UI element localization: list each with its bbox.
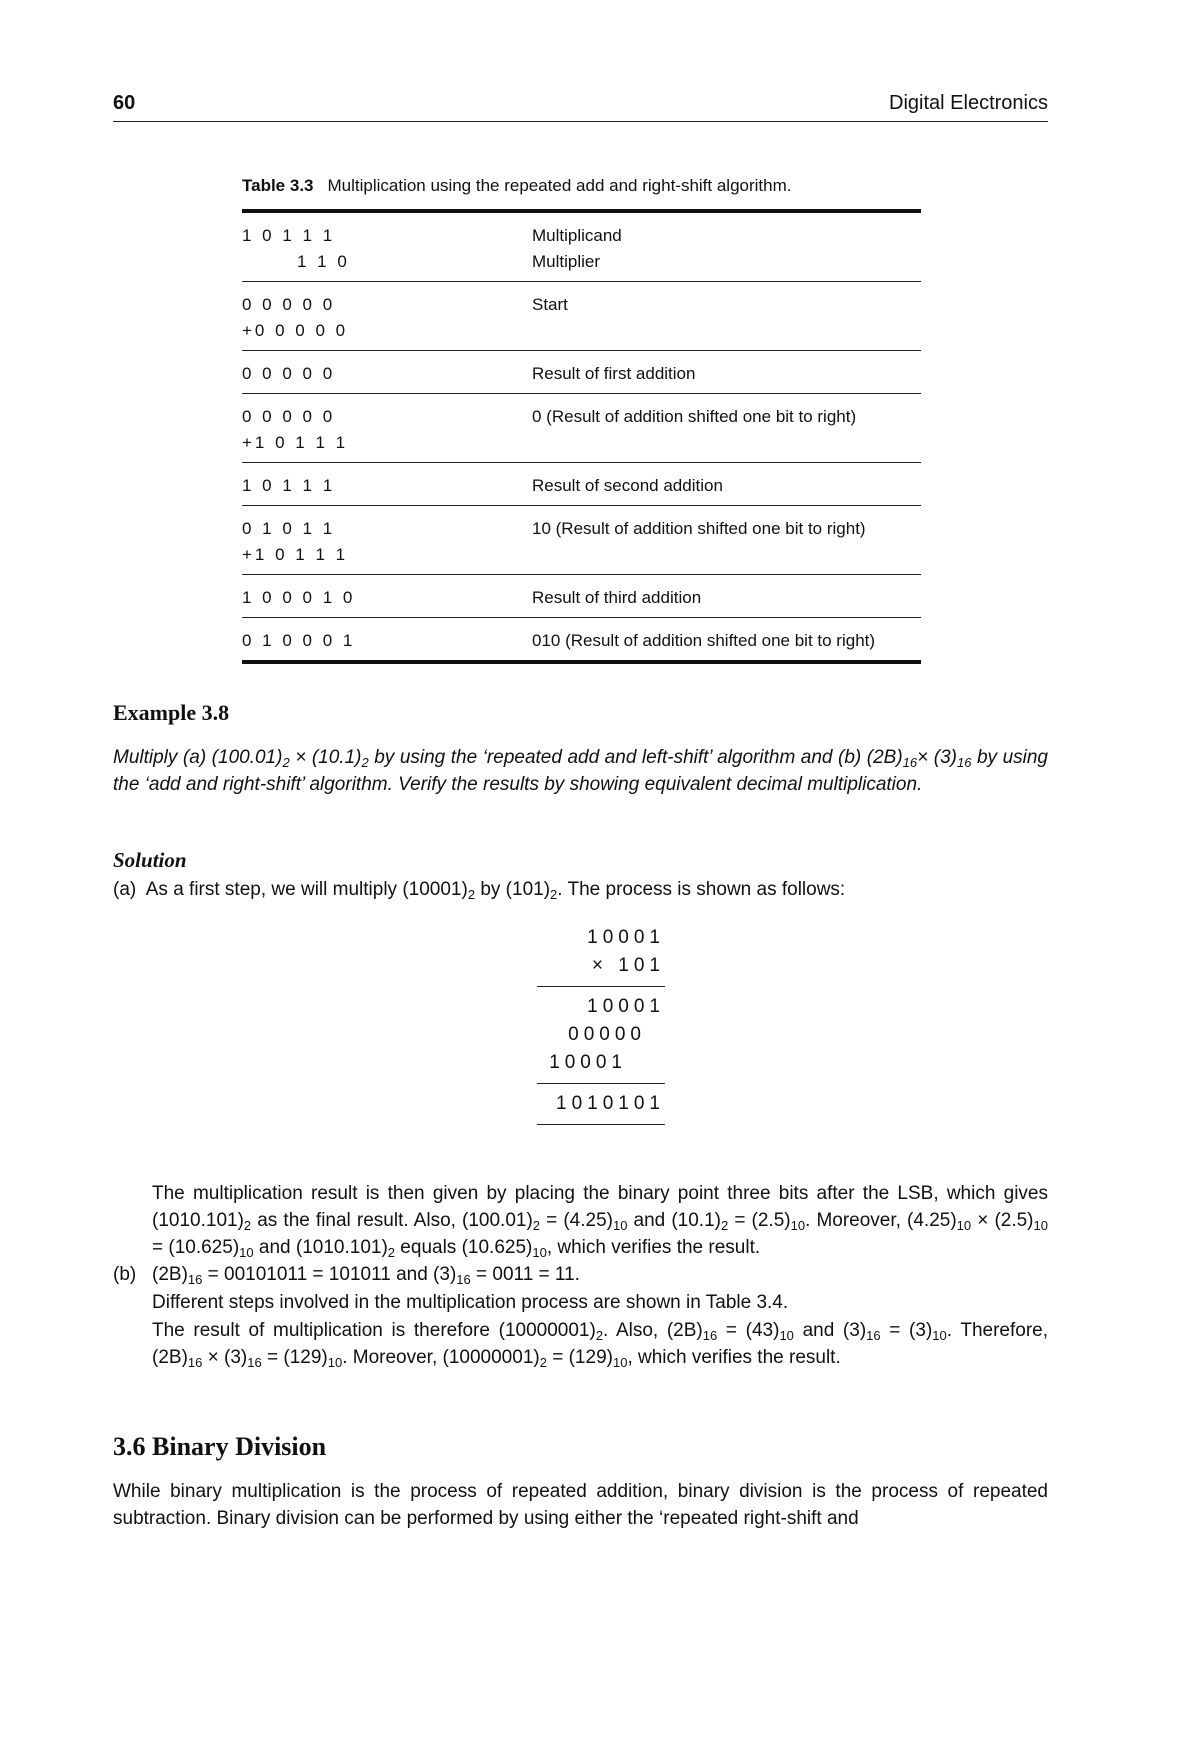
description-line [532, 430, 921, 456]
table-row [242, 351, 921, 393]
table-caption-text: Multiplication using the repeated add and right-shift algorithm. [327, 176, 792, 195]
part-b-label: (b) [113, 1264, 137, 1285]
description-line: 010 (Result of addition shifted one bit to right) [532, 631, 876, 650]
work-multiplicand: 10001 [587, 927, 665, 948]
table-cell-bits [242, 628, 532, 654]
bits-line: 1 0 1 1 1 [242, 476, 336, 495]
table-cell-description [532, 585, 921, 611]
solution-heading: Solution [113, 848, 187, 872]
description-line: 10 (Result of addition shifted one bit to right) [532, 519, 866, 538]
work-rule [537, 1124, 665, 1125]
section-paragraph: While binary multiplication is the process of repeated addition, binary division is the process of repeated subtraction. Binary division can be performed by using either the ‘repeated right-shift and [113, 1481, 1048, 1529]
part-b-steps-text: Different steps involved in the multiplication process are shown in Table 3.4. [152, 1292, 789, 1313]
description-line: 0 (Result of addition shifted one bit to right) [532, 407, 857, 426]
running-head-title: Digital Electronics [889, 92, 1048, 114]
table-row [242, 213, 921, 281]
table-cell-description [532, 361, 921, 387]
description-line: Result of first addition [532, 364, 696, 383]
table-row [242, 282, 921, 350]
table-cell-description [532, 292, 921, 344]
table-cell-bits [242, 404, 532, 456]
description-line: Start [532, 295, 568, 314]
bits-line: 0 1 0 1 1 [242, 519, 336, 538]
description-line: Result of second addition [532, 476, 723, 495]
work-result: 1010101 [556, 1093, 665, 1114]
work-partial-2: 00000 [568, 1024, 646, 1045]
table-row [242, 463, 921, 505]
section-title: 3.6 Binary Division [113, 1432, 327, 1461]
description-line: Multiplicand [532, 226, 622, 245]
bits-line: +1 0 1 1 1 [242, 545, 349, 564]
table-cell-description [532, 223, 921, 275]
table-cell-bits [242, 223, 532, 275]
work-rule [537, 986, 665, 987]
page-number: 60 [113, 92, 136, 114]
example-statement: Multiply (a) $(100.01)_2 \times (10.1)_2$ by using the ‘repeated add and left-shift’ algorithm and (b) $(2B)_{16}\times (3)_{16}$ by using the ‘add and right-shift’ algorithm. Verify the results by showing equivalent decimal multiplication. [113, 747, 1048, 795]
bits-line: +1 0 1 1 1 [242, 433, 349, 452]
table-cell-bits [242, 516, 532, 568]
bits-line: 0 0 0 0 0 [242, 407, 336, 426]
table-cell-description [532, 516, 921, 568]
description-line [532, 318, 921, 344]
table-cell-bits [242, 473, 532, 499]
part-b-result-paragraph: The result of multiplication is therefore $(10000001)_2$. Also, $(2B)_{16} = (43)_{10}$ and $(3)_{16} = (3)_{10}$. Therefore, $(2B)_{16} \times (3)_{16} = (129)_{10}$. Moreover, $(10000001)_2 = (129)_{10}$, which verifies the result. [152, 1320, 1049, 1370]
work-multiplier: × 101 [591, 955, 665, 976]
table-bottom-rule [242, 660, 921, 664]
table-row [242, 618, 921, 660]
bits-line: 1 0 0 0 1 0 [242, 588, 356, 607]
table-row [242, 506, 921, 574]
part-a-result-paragraph: The multiplication result is then given by placing the binary point three bits after the LSB, which gives $(1010.101)_2$ as the final result. Also, $(100.01)_2 = (4.25)_{10}$ and $(10.1)_2 = (2.5)_{10}$. Moreover, $(4.25)_{10} \times (2.5)_{10} = (10.625)_{10}$ and $(1010.101)_2$ equals $(10.625)_{10}$, which verifies the result. [152, 1183, 1048, 1260]
table-row [242, 575, 921, 617]
bits-line: 0 0 0 0 0 [242, 295, 336, 314]
example-title: Example 3.8 [113, 700, 230, 725]
table-cell-bits [242, 361, 532, 387]
bits-line: 1 0 1 1 1 [242, 226, 336, 245]
description-line: Multiplier [532, 252, 601, 271]
header-rule [113, 121, 1048, 122]
part-a-intro: (a) As a first step, we will multiply $(10001)_2$ by $(101)_2$. The process is shown as follows: [113, 879, 846, 902]
work-partial-1: 10001 [587, 996, 665, 1017]
table-cell-description [532, 404, 921, 456]
description-line [532, 542, 921, 568]
bits-line: +0 0 0 0 0 [242, 321, 349, 340]
table-cell-bits [242, 292, 532, 344]
table-cell-description [532, 628, 921, 654]
table-label: Table 3.3 [242, 176, 314, 195]
work-partial-3: 10001 [549, 1052, 627, 1073]
multiplication-table [242, 209, 921, 664]
bits-line: 1 1 0 [297, 252, 350, 271]
bits-line: 0 0 0 0 0 [242, 364, 336, 383]
work-rule [537, 1083, 665, 1084]
bits-line: 0 1 0 0 0 1 [242, 631, 356, 650]
part-b-conversion: $(2B)_{16} = 00101011 = 101011$ and $(3)_{16} = 0011 = 11$. [152, 1264, 580, 1287]
worked-multiplication [530, 924, 665, 1131]
table-row [242, 394, 921, 462]
description-line: Result of third addition [532, 588, 702, 607]
table-cell-description [532, 473, 921, 499]
table-caption [242, 176, 792, 196]
table-cell-bits [242, 585, 532, 611]
